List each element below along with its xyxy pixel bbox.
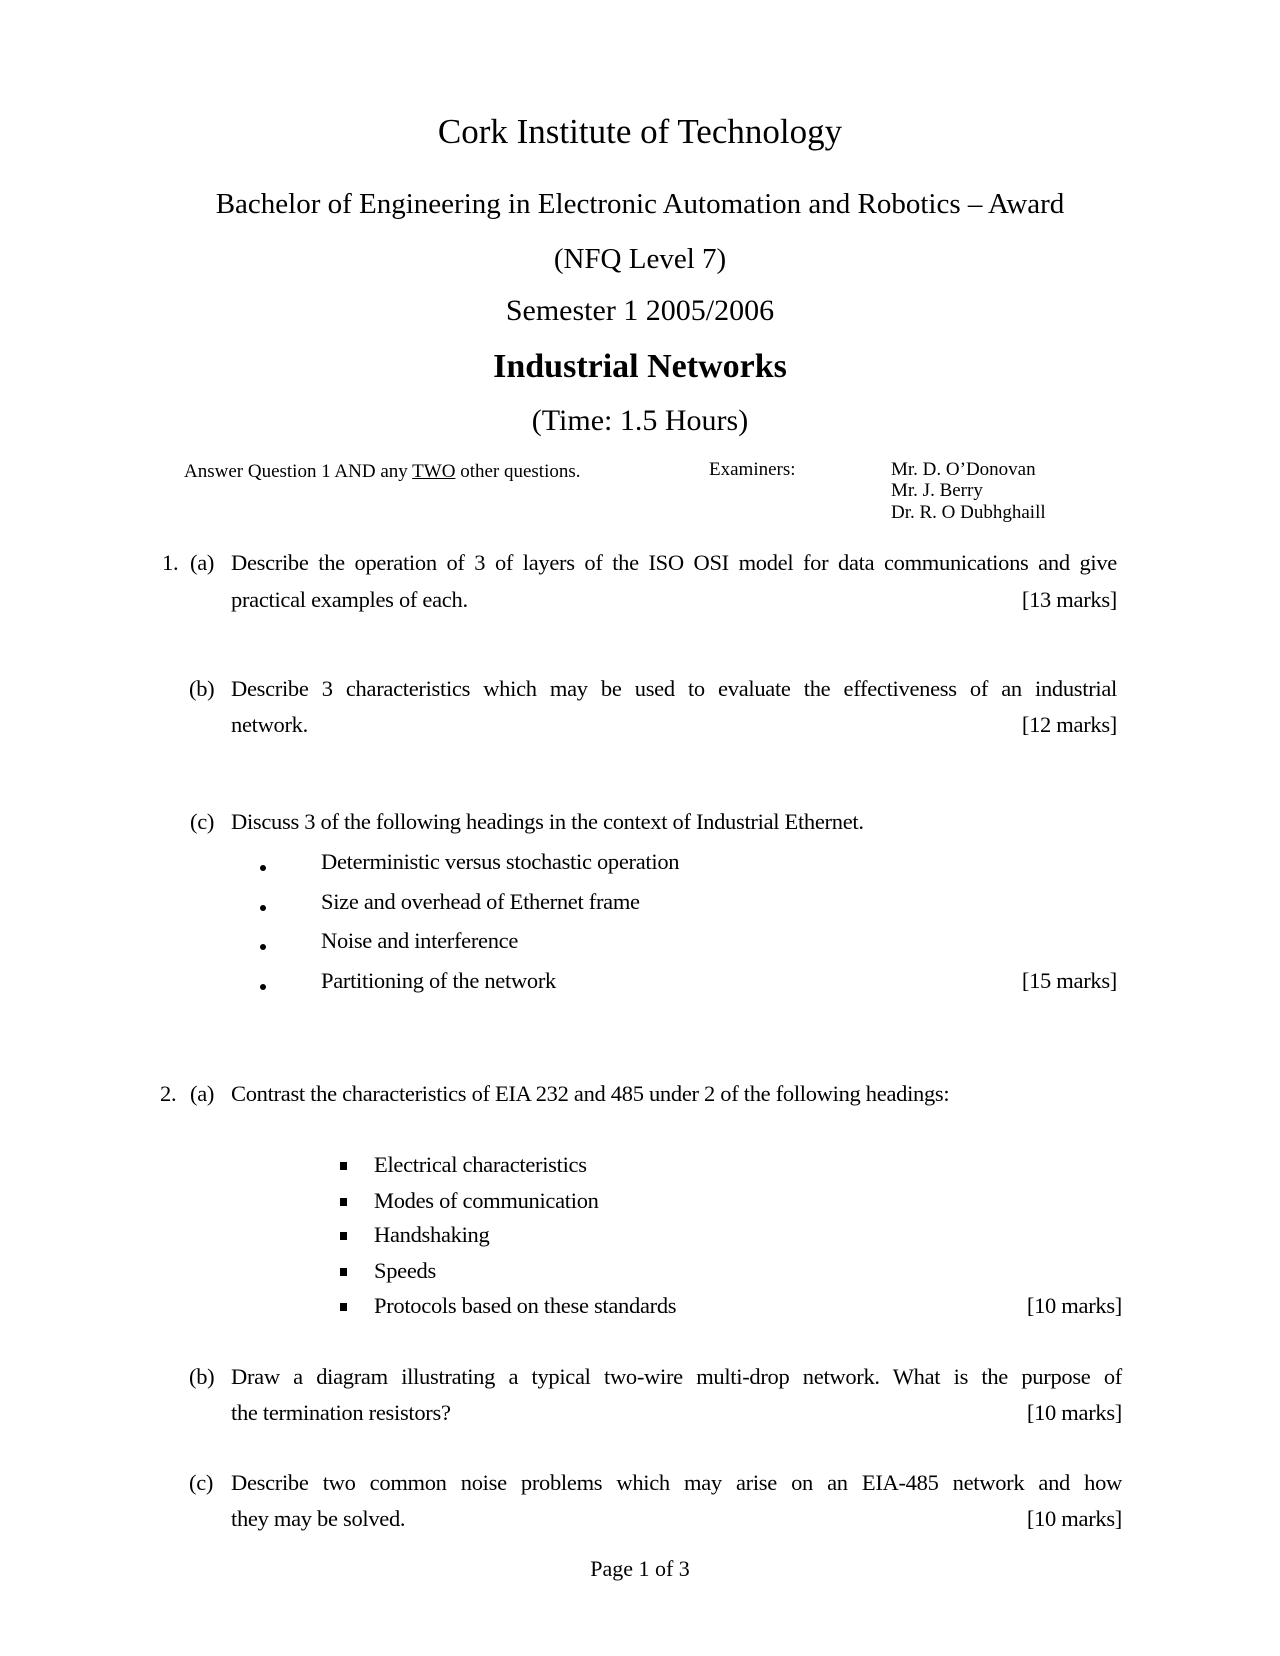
part-label: (b) — [189, 676, 215, 701]
square-bullet-icon — [340, 1198, 347, 1206]
part-text-line1: Draw a diagram illustrating a typical two-wire multi-drop network. What is the purpose of — [231, 1364, 1122, 1389]
instructions-emphasis: TWO — [412, 461, 456, 482]
part-label: (a) — [190, 550, 215, 575]
bullet-item: Electrical characteristics — [374, 1152, 587, 1177]
question-number: 2. — [160, 1081, 177, 1106]
square-bullet-icon — [340, 1162, 347, 1170]
part-label: (c) — [190, 809, 215, 834]
bullet-icon — [260, 905, 266, 911]
part-text-line2: they may be solved. — [231, 1506, 406, 1531]
marks: [10 marks] — [1026, 1506, 1122, 1531]
marks: [12 marks] — [1021, 712, 1117, 737]
module-title: Industrial Networks — [493, 348, 787, 385]
bullet-icon — [260, 865, 266, 871]
examiners-label: Examiners: — [709, 459, 796, 480]
part-label: (c) — [189, 1470, 214, 1495]
bullet-icon — [260, 984, 266, 990]
marks: [10 marks] — [1026, 1293, 1122, 1318]
question-number: 1. — [162, 550, 179, 575]
marks: [13 marks] — [1021, 587, 1117, 612]
programme-title: Bachelor of Engineering in Electronic Automation and Robotics – Award — [215, 188, 1065, 220]
examiner-1: Mr. D. O’Donovan — [891, 459, 1036, 480]
bullet-item: Deterministic versus stochastic operation — [321, 849, 680, 874]
instructions-prefix: Answer Question 1 AND any — [184, 461, 413, 482]
part-text-line1: Describe two common noise problems which may arise on an EIA-485 network and how — [231, 1470, 1122, 1495]
square-bullet-icon — [340, 1303, 347, 1311]
institution-title: Cork Institute of Technology — [437, 112, 843, 151]
bullet-item: Partitioning of the network — [321, 968, 556, 993]
bullet-item: Modes of communication — [374, 1188, 599, 1213]
nfq-level: (NFQ Level 7) — [553, 243, 727, 275]
bullet-icon — [260, 944, 266, 950]
part-label: (b) — [189, 1364, 215, 1389]
part-text-line2: the termination resistors? — [231, 1400, 451, 1425]
bullet-item: Protocols based on these standards — [374, 1293, 677, 1318]
examiner-3: Dr. R. O Dubhghaill — [891, 502, 1046, 523]
part-text-line1: Discuss 3 of the following headings in the context of Industrial Ethernet. — [231, 809, 864, 834]
part-label: (a) — [190, 1081, 215, 1106]
bullet-item: Size and overhead of Ethernet frame — [321, 889, 640, 914]
bullet-item: Handshaking — [374, 1222, 490, 1247]
part-text-line1: Describe the operation of 3 of layers of the ISO OSI model for data communications and give — [231, 550, 1117, 575]
part-text-line1: Contrast the characteristics of EIA 232 and 485 under 2 of the following headings: — [231, 1081, 950, 1106]
bullet-item: Noise and interference — [321, 928, 519, 953]
marks: [10 marks] — [1026, 1400, 1122, 1425]
part-text-line2: practical examples of each. — [231, 587, 468, 612]
examiner-2: Mr. J. Berry — [891, 480, 983, 501]
part-text-line2: network. — [231, 712, 308, 737]
bullet-item: Speeds — [374, 1258, 436, 1283]
part-text-line1: Describe 3 characteristics which may be used to evaluate the effectiveness of an industrial — [231, 676, 1117, 701]
square-bullet-icon — [340, 1268, 347, 1276]
exam-duration: (Time: 1.5 Hours) — [531, 404, 749, 437]
instructions-suffix: other questions. — [455, 461, 581, 482]
page-number: Page 1 of 3 — [590, 1556, 690, 1581]
instructions — [184, 461, 581, 483]
square-bullet-icon — [340, 1232, 347, 1240]
marks: [15 marks] — [1021, 968, 1117, 993]
semester: Semester 1 2005/2006 — [505, 294, 775, 327]
